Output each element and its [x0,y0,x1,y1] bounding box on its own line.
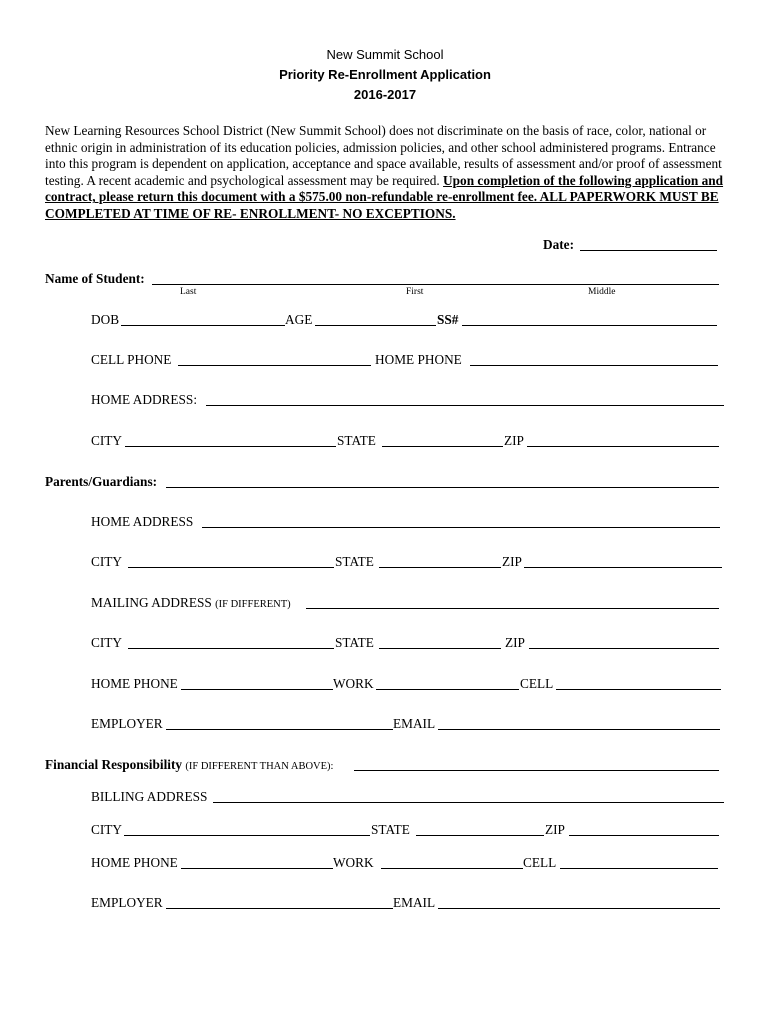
sub-label-last: Last [180,287,197,297]
parent-cell-field[interactable] [556,689,721,690]
ss-label: SS# [437,312,459,327]
billing-state-label: STATE [371,822,410,837]
billing-cell-field[interactable] [560,868,718,869]
billing-cell-label: CELL [523,855,557,870]
parent-home-address-field[interactable] [202,527,720,528]
parent-email-label: EMAIL [393,716,436,731]
parent-state2-field[interactable] [379,648,501,649]
city-field[interactable] [125,446,336,447]
financial-field[interactable] [354,770,719,771]
home-phone-label: HOME PHONE [375,352,462,367]
parent-work-label: WORK [333,676,374,691]
dob-label: DOB [91,312,120,327]
city-label: CITY [91,433,123,448]
billing-home-phone-field[interactable] [181,868,333,869]
sub-label-first: First [406,287,424,297]
zip-field[interactable] [527,446,719,447]
billing-city-field[interactable] [124,835,370,836]
parent-employer-label: EMPLOYER [91,716,163,731]
parent-city2-field[interactable] [128,648,334,649]
parent-state-label: STATE [335,554,374,569]
form-title: Priority Re-Enrollment Application [279,67,491,82]
parent-employer-field[interactable] [166,729,393,730]
parent-zip2-label: ZIP [505,635,525,650]
sub-label-middle: Middle [588,287,616,297]
school-name: New Summit School [326,47,444,62]
parent-city-label: CITY [91,554,123,569]
parent-state2-label: STATE [335,635,374,650]
cell-phone-label: CELL PHONE [91,352,172,367]
billing-employer-label: EMPLOYER [91,895,163,910]
student-name-field[interactable] [152,284,719,285]
age-field[interactable] [315,325,436,326]
billing-home-phone-label: HOME PHONE [91,855,178,870]
parent-city2-label: CITY [91,635,123,650]
billing-email-label: EMAIL [393,895,436,910]
intro-paragraph [45,123,730,223]
cell-phone-field[interactable] [178,365,371,366]
mailing-address-text: MAILING ADDRESS [91,595,212,610]
financial-label [45,757,333,773]
dob-field[interactable] [121,325,285,326]
billing-email-field[interactable] [438,908,720,909]
zip-label: ZIP [504,433,524,448]
financial-title: Financial Responsibility [45,757,183,772]
parent-zip-label: ZIP [502,554,522,569]
billing-zip-field[interactable] [569,835,719,836]
intro-text: New Learning Resources School District (New Summit School) does not discriminate on the basis of race, color, national or ethnic origin in administration of its education policies, admission policies, and other school administered programs. Entrance into this program is dependent on application, acceptance and space available, results of assessment and/or proof of assessment testing. A recent academic and psychological assessment may be required. [45,123,722,188]
home-phone-field[interactable] [470,365,718,366]
intro-emphasis: Upon completion of the following application and contract, please return this document with a $575.00 non-refundable re-enrollment fee. ALL PAPERWORK MUST BE COMPLETED AT TIME OF RE- ENROLLMENT- NO EXCEPTIONS. [45,172,724,221]
parent-work-field[interactable] [376,689,519,690]
ss-field[interactable] [462,325,717,326]
financial-note: (IF DIFFERENT THAN ABOVE): [185,761,334,772]
parent-home-phone-label: HOME PHONE [91,676,178,691]
billing-state-field[interactable] [416,835,544,836]
state-field[interactable] [382,446,503,447]
parent-cell-label: CELL [520,676,554,691]
state-label: STATE [337,433,376,448]
date-label: Date: [543,237,575,252]
parent-home-address-label: HOME ADDRESS [91,514,194,529]
billing-city-label: CITY [91,822,123,837]
parent-home-phone-field[interactable] [181,689,333,690]
billing-address-field[interactable] [213,802,724,803]
parents-field[interactable] [166,487,719,488]
student-name-label: Name of Student: [45,271,145,286]
home-address-label: HOME ADDRESS: [91,392,198,407]
parent-city-field[interactable] [128,567,334,568]
age-label: AGE [285,312,313,327]
parent-zip2-field[interactable] [529,648,719,649]
billing-employer-field[interactable] [166,908,393,909]
parents-label: Parents/Guardians: [45,474,158,489]
date-field[interactable] [580,250,717,251]
parent-email-field[interactable] [438,729,720,730]
mailing-address-label [91,595,291,611]
billing-work-label: WORK [333,855,374,870]
parent-zip-field[interactable] [524,567,722,568]
school-year: 2016-2017 [353,87,417,102]
billing-work-field[interactable] [381,868,523,869]
billing-address-label: BILLING ADDRESS [91,789,208,804]
mailing-address-field[interactable] [306,608,719,609]
billing-zip-label: ZIP [545,822,565,837]
parent-state-field[interactable] [379,567,501,568]
mailing-address-note: (IF DIFFERENT) [215,599,291,610]
home-address-field[interactable] [206,405,724,406]
